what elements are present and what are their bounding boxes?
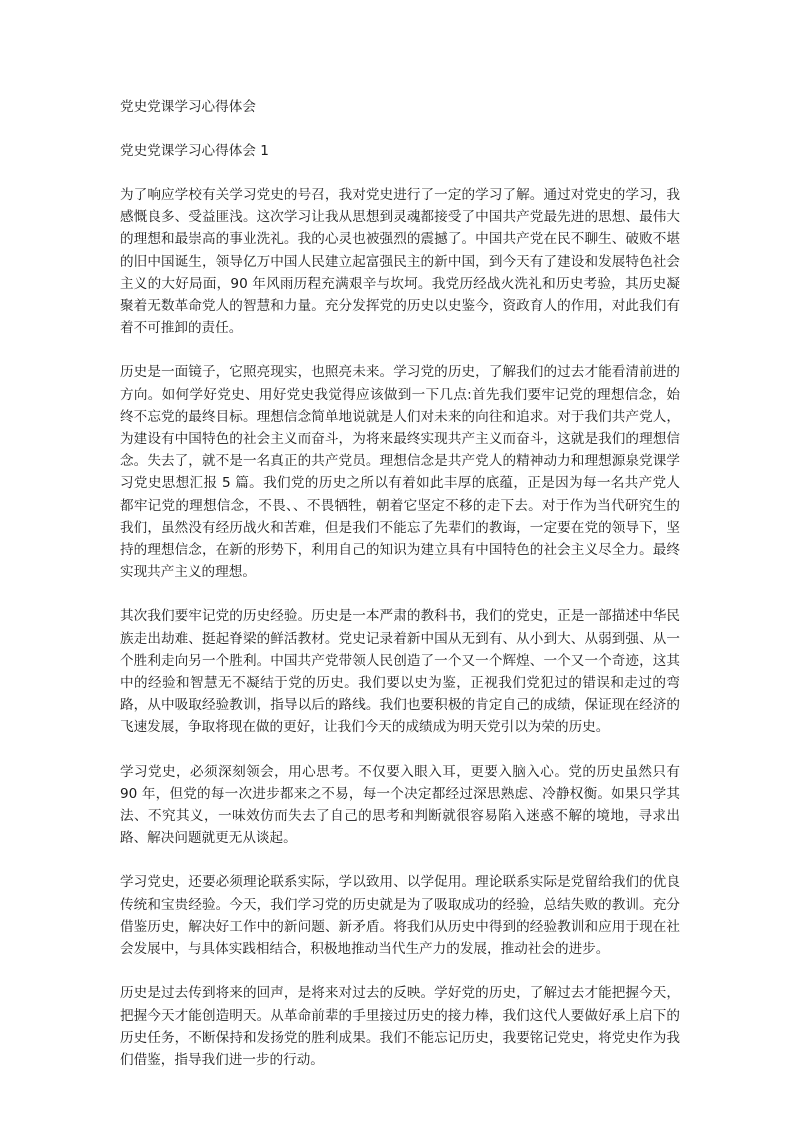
- paragraph-3: 其次我们要牢记党的历史经验。历史是一本严肃的教科书，我们的党史，正是一部描述中华民族走出劫难、挺起脊梁的鲜活教材。党史记录着新中国从无到有、从小到大、从弱到强、从一个胜利走向另一个胜利。中国共产党带领人民创造了一个又一个辉煌、一个又一个奇迹，这其中的经验和智慧无不凝结于党的历史。我们要以史为鉴，正视我们党犯过的错误和走过的弯路，从中吸取经验教训，指导以后的路线。我们也要积极的肯定自己的成绩，保证现在经济的飞速发展，争取将现在做的更好，让我们今天的成绩成为明天党引以为荣的历史。: [120, 608, 680, 736]
- document-subtitle: 党史党课学习心得体会 1: [120, 143, 269, 159]
- document-title: 党史党课学习心得体会: [120, 99, 256, 115]
- paragraph-1: 为了响应学校有关学习党史的号召，我对党史进行了一定的学习了解。通过对党史的学习，我感慨良多、受益匪浅。这次学习让我从思想到灵魂都接受了中国共产党最先进的思想、最伟大的理想和最崇高的事业洗礼。我的心灵也被强烈的震撼了。中国共产党在民不聊生、破败不堪的旧中国诞生，领导亿万中国人民建立起富强民主的新中国，到今天有了建设和发展特色社会主义的大好局面，90 年风雨历程充满艰辛与坎坷。我党历经战火洗礼和历史考验，其历史凝聚着无数革命党人的智慧和力量。充分发挥党的历史以史鉴今，资政育人的作用，对此我们有着不可推卸的责任。: [120, 187, 680, 337]
- paragraph-4: 学习党史，必须深刻领会，用心思考。不仅要入眼入耳，更要入脑入心。党的历史虽然只有 90 年，但党的每一次进步都来之不易，每一个决定都经过深思熟虑、冷静权衡。如果只学其法、不究其义，一味效仿而失去了自己的思考和判断就很容易陷入迷惑不解的境地，寻求出路、解决问题就更无从谈起。: [120, 763, 680, 847]
- document-body: [120, 96, 680, 1093]
- paragraph-6: 历史是过去传到将来的回声，是将来对过去的反映。学好党的历史，了解过去才能把握今天，把握今天才能创造明天。从革命前辈的手里接过历史的接力棒，我们这代人要做好承上启下的历史任务，不断保持和发扬党的胜利成果。我们不能忘记历史，我要铭记党史，将党史作为我们借鉴，指导我们进一步的行动。: [120, 985, 680, 1068]
- paragraph-5: 学习党史，还要必须理论联系实际，学以致用、以学促用。理论联系实际是党留给我们的优良传统和宝贵经验。今天，我们学习党的历史就是为了吸取成功的经验，总结失败的教训。充分借鉴历史，解决好工作中的新问题、新矛盾。将我们从历史中得到的经验教训和应用于现在社会发展中，与具体实践相结合，积极地推动当代生产力的发展，推动社会的进步。: [120, 874, 680, 958]
- paragraph-2: 历史是一面镜子，它照亮现实，也照亮未来。学习党的历史，了解我们的过去才能看清前进的方向。如何学好党史、用好党史我觉得应该做到一下几点:首先我们要牢记党的理想信念，始终不忘党的最终目标。理想信念简单地说就是人们对未来的向往和追求。对于我们共产党人，为建设有中国特色的社会主义而奋斗，为将来最终实现共产主义而奋斗，这就是我们的理想信念。失去了，就不是一名真正的共产党员。理想信念是共产党人的精神动力和理想源泉党课学习党史思想汇报 5 篇。我们党的历史之所以有着如此丰厚的底蕴，正是因为每一名共产党人都牢记党的理想信念，不畏、、不畏牺牲，朝着它坚定不移的走下去。对于作为当代研究生的我们，虽然没有经历战火和苦难，但是我们不能忘了先辈们的教诲，一定要在党的领导下，坚持的理想信念，在新的形势下，利用自己的知识为建立具有中国特色的社会主义尽全力。最终实现共产主义的理想。: [120, 364, 680, 581]
